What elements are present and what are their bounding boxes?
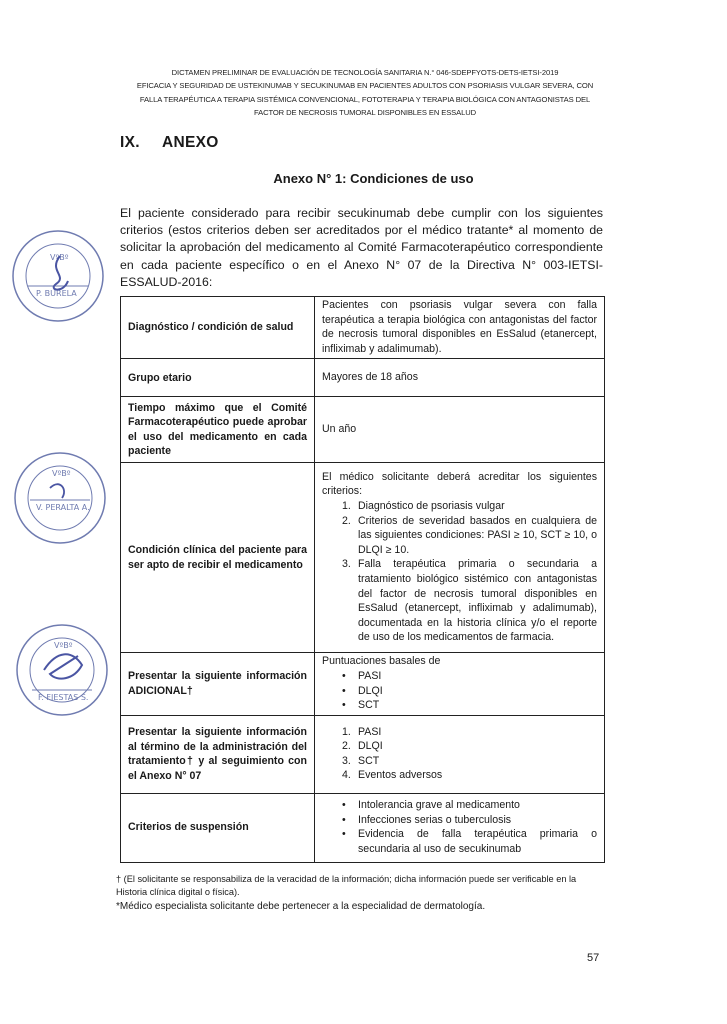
list-item bbox=[322, 754, 597, 769]
additional-info-label: Presentar la siguiente información ADICIONAL† bbox=[121, 653, 315, 715]
footnote-dagger: † (El solicitante se responsabiliza de la veracidad de la información; dicha información puede ser verificable en la Historia clínica digital o física). bbox=[116, 874, 577, 897]
max-time-value: Un año bbox=[315, 397, 605, 463]
list-number: 3. bbox=[342, 558, 351, 571]
conditions-table bbox=[120, 296, 605, 863]
table-row bbox=[121, 793, 605, 862]
end-of-treatment-label: Presentar la siguiente información al término de la administración del tratamiento† y al seguimiento con el Anexo N° 07 bbox=[121, 715, 315, 793]
list-number: 3. bbox=[342, 754, 351, 767]
stamp-initials: VºBº bbox=[50, 253, 69, 262]
stamp-name: P. BURELA bbox=[36, 289, 77, 298]
additional-intro: Puntuaciones basales de bbox=[322, 655, 441, 668]
table-row bbox=[121, 463, 605, 653]
list-item bbox=[322, 557, 597, 645]
list-number: 4. bbox=[342, 769, 351, 782]
bullet-icon: • bbox=[342, 699, 346, 712]
suspension-value bbox=[315, 793, 605, 862]
list-item bbox=[322, 768, 597, 783]
approval-stamp-icon bbox=[12, 620, 112, 720]
list-text: DLQI bbox=[358, 684, 383, 697]
table-row bbox=[121, 397, 605, 463]
header-line-4: FACTOR DE NECROSIS TUMORAL DISPONIBLES EN ESSALUD bbox=[254, 108, 476, 118]
list-item bbox=[322, 499, 597, 514]
bullet-icon: • bbox=[342, 684, 346, 697]
list-text: Evidencia de falla terapéutica primaria o secundaria al uso de secukinumab bbox=[358, 828, 597, 855]
list-text: PASI bbox=[358, 669, 382, 682]
list-item bbox=[322, 684, 597, 699]
list-number: 2. bbox=[342, 514, 351, 527]
table-row bbox=[121, 653, 605, 715]
list-item bbox=[322, 739, 597, 754]
list-text: DLQI bbox=[358, 740, 383, 753]
list-item bbox=[322, 827, 597, 856]
list-text: SCT bbox=[358, 754, 380, 767]
intro-paragraph: El paciente considerado para recibir secukinumab debe cumplir con los siguientes criterios (estos criterios deben ser acreditados por el médico tratante* al momento de solicitar la aprobación del medicamento al Comité Farmacoterapéutico correspondiente en cada paciente específico o en el Anexo N° 07 de la Directiva N° 003-IETSI-ESSALUD-2016: bbox=[120, 206, 603, 289]
list-number: 1. bbox=[342, 500, 351, 512]
bullet-icon: • bbox=[342, 669, 346, 682]
header-line-1: DICTAMEN PRELIMINAR DE EVALUACIÓN DE TECNOLOGÍA SANITARIA N.° 046-SDEPFYOTS-DETS-IETSI-2019 bbox=[171, 68, 559, 77]
list-item bbox=[322, 725, 597, 740]
list-number: 2. bbox=[342, 740, 351, 753]
suspension-label: Criterios de suspensión bbox=[121, 793, 315, 862]
stamp-initials: VºBº bbox=[54, 641, 73, 650]
additional-info-value bbox=[315, 653, 605, 715]
signature-icon bbox=[44, 654, 82, 678]
list-text: Intolerancia grave al medicamento bbox=[358, 799, 520, 812]
end-of-treatment-value bbox=[315, 715, 605, 793]
annex-title: Anexo N° 1: Condiciones de uso bbox=[273, 171, 474, 186]
signature-icon bbox=[50, 484, 64, 498]
section-title bbox=[120, 134, 219, 152]
suspension-list bbox=[322, 798, 597, 856]
bullet-icon: • bbox=[342, 799, 346, 812]
list-item bbox=[322, 669, 597, 684]
section-name: ANEXO bbox=[162, 134, 219, 151]
list-item bbox=[322, 813, 597, 828]
list-item bbox=[322, 698, 597, 713]
clinical-intro: El médico solicitante deberá acreditar los siguientes criterios: bbox=[322, 470, 597, 498]
clinical-criteria-list bbox=[322, 499, 597, 645]
age-value: Mayores de 18 años bbox=[315, 359, 605, 397]
table-row bbox=[121, 359, 605, 397]
clinical-label: Condición clínica del paciente para ser apto de recibir el medicamento bbox=[121, 463, 315, 653]
list-number: 1. bbox=[342, 725, 351, 738]
age-label: Grupo etario bbox=[121, 359, 315, 397]
list-text: Diagnóstico de psoriasis vulgar bbox=[358, 500, 505, 512]
bullet-icon: • bbox=[342, 813, 346, 826]
list-item bbox=[322, 798, 597, 813]
list-text: Falla terapéutica primaria o secundaria a tratamiento biológico sistémico con antagonistas del factor de necrosis tumoral disponibles en EsSalud (etanercept, infliximab y adalimumab), documentada en la historia clínica y/o el reporte de uso de los medicamentos de farmacia. bbox=[358, 558, 597, 644]
end-of-treatment-list bbox=[322, 725, 597, 783]
diagnosis-label: Diagnóstico / condición de salud bbox=[121, 297, 315, 359]
list-item bbox=[322, 514, 597, 558]
approval-stamp-icon bbox=[8, 226, 108, 326]
clinical-value bbox=[315, 463, 605, 653]
list-text: PASI bbox=[358, 725, 382, 738]
approval-stamp-icon bbox=[10, 448, 110, 548]
document-header bbox=[100, 66, 630, 120]
list-text: SCT bbox=[358, 699, 380, 712]
table-row bbox=[121, 715, 605, 793]
header-line-3: FALLA TERAPÉUTICA A TERAPIA SISTÉMICA CONVENCIONAL, FOTOTERAPIA Y TERAPIA BIOLÓGICA CON ANTAGONISTAS DEL bbox=[139, 94, 591, 104]
page-number: 57 bbox=[587, 952, 600, 964]
stamp-name: V. PERALTA A. bbox=[36, 503, 90, 512]
table-row bbox=[121, 297, 605, 359]
footnote-asterisk: *Médico especialista solicitante debe pertenecer a la especialidad de dermatología. bbox=[116, 901, 486, 912]
list-text: Infecciones serias o tuberculosis bbox=[358, 813, 512, 826]
diagnosis-value: Pacientes con psoriasis vulgar severa con falla terapéutica a terapia biológica con antagonistas del factor de necrosis tumoral disponibles en EsSalud (etanercept, infliximab y adalimumab). bbox=[315, 297, 605, 359]
stamp-name: F. FIESTAS S. bbox=[38, 693, 89, 702]
list-text: Criterios de severidad basados en cualquiera de las siguientes condiciones: PASI ≥ 10, SCT ≥ 10, o DLQI ≥ 10. bbox=[358, 514, 597, 556]
section-number: IX. bbox=[120, 134, 140, 151]
bullet-icon: • bbox=[342, 828, 346, 841]
header-line-2: EFICACIA Y SEGURIDAD DE USTEKINUMAB Y SECUKINUMAB EN PACIENTES ADULTOS CON PSORIASIS VULGAR SEVERA, CON bbox=[136, 81, 594, 91]
max-time-label: Tiempo máximo que el Comité Farmacoterapéutico puede aprobar el uso del medicamento en cada paciente bbox=[121, 397, 315, 463]
additional-list bbox=[322, 669, 597, 713]
stamp-initials: VºBº bbox=[52, 469, 71, 478]
list-text: Eventos adversos bbox=[358, 769, 443, 782]
